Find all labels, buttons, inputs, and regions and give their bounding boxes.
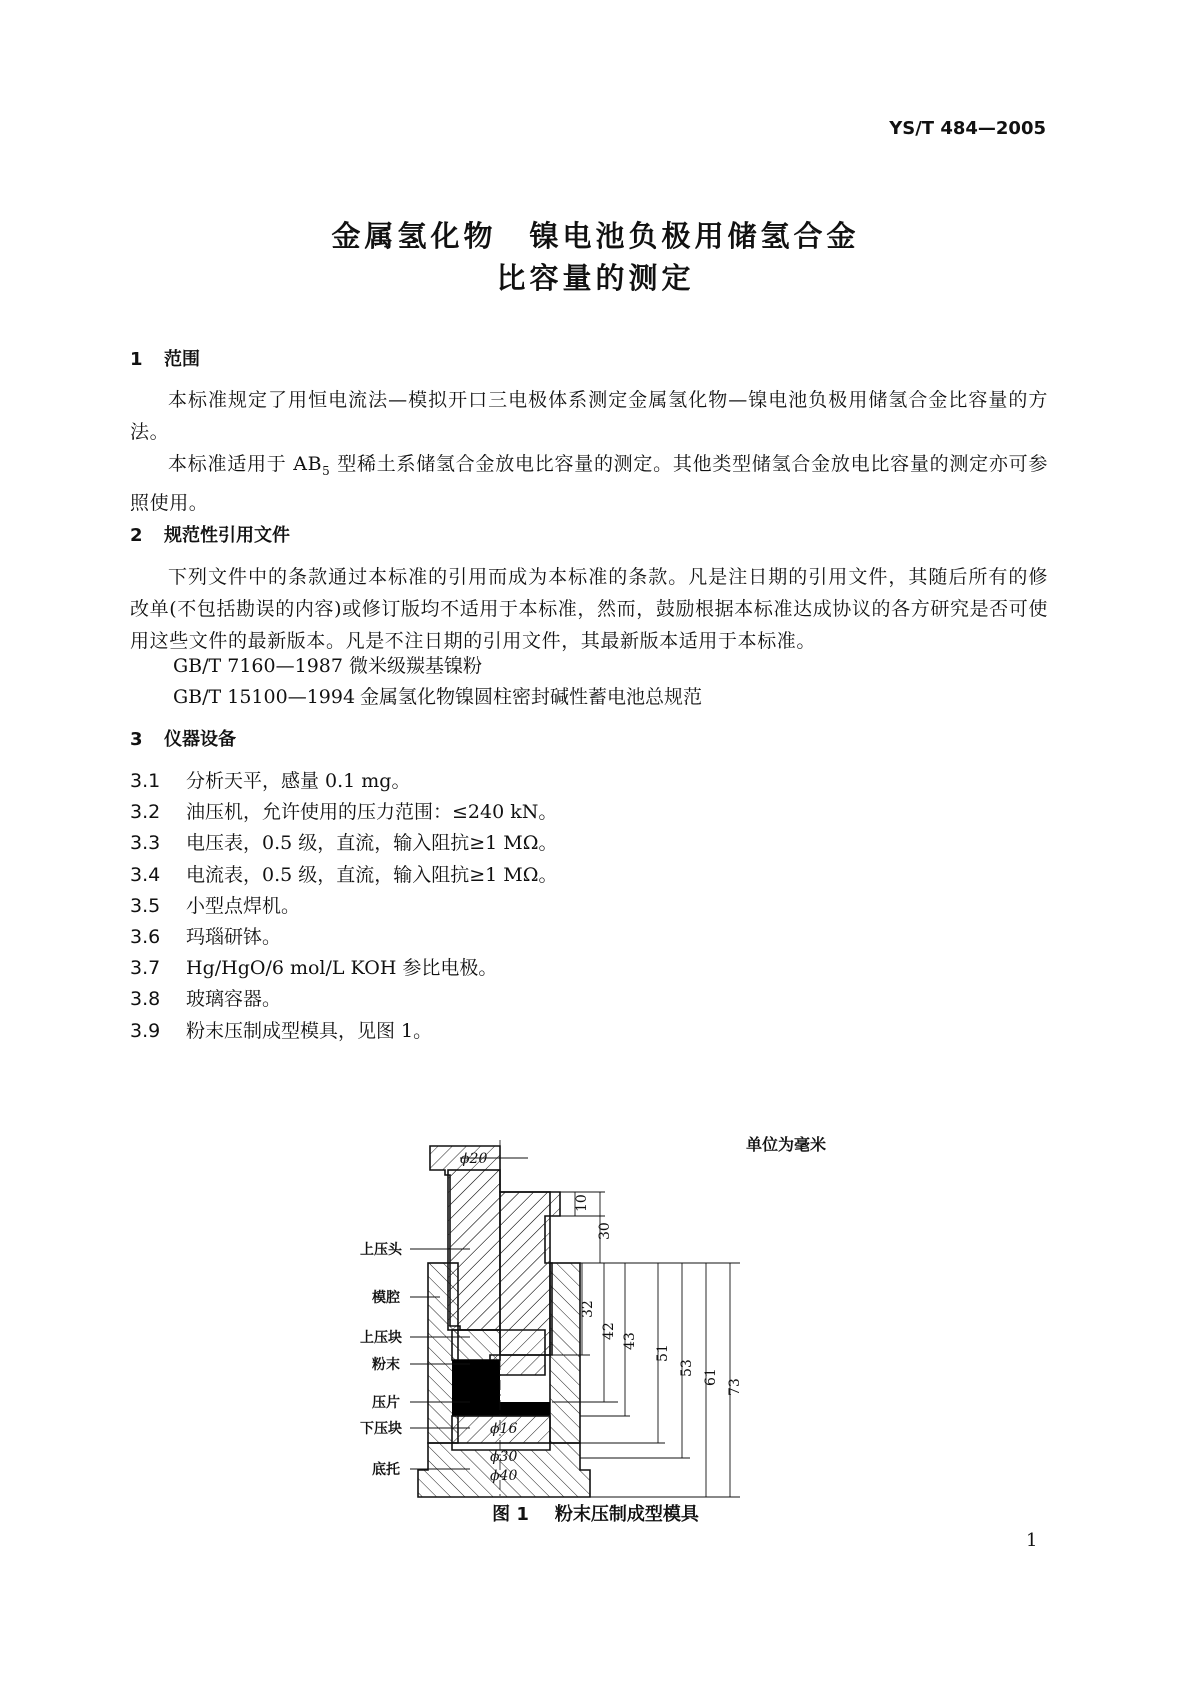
dim-51: 51	[655, 1344, 671, 1362]
page-title-line1: 金属氢化物 镍电池负极用储氢合金	[331, 219, 860, 253]
dim-10: 10	[574, 1194, 590, 1212]
label-upper-block: 上压块	[360, 1330, 402, 1346]
section-number: 1	[130, 349, 143, 370]
reference-title: 微米级羰基镍粉	[349, 655, 483, 677]
label-cavity: 模腔	[372, 1290, 400, 1306]
figure-caption	[0, 1500, 1191, 1526]
dim-phi40: ϕ40	[490, 1468, 518, 1484]
paragraph: 本标准规定了用恒电流法—模拟开口三电极体系测定金属氢化物—镍电池负极用储氢合金比容量的方法。	[130, 389, 1048, 443]
item-text: 电压表，0.5 级，直流，输入阻抗≥1 MΩ。	[186, 832, 558, 854]
upper-press-block	[452, 1330, 500, 1360]
text-run: 本标准适用于 AB	[168, 453, 323, 475]
page-title-line2: 比容量的测定	[496, 261, 695, 295]
item-number: 3.4	[130, 864, 161, 886]
item-number: 3.6	[130, 926, 161, 948]
paragraph: 下列文件中的条款通过本标准的引用而成为本标准的条款。凡是注日期的引用文件，其随后所有的修改单(不包括勘误的内容)或修订版均不适用于本标准，然而，鼓励根据本标准达成协议的各方研究是否可使用这些文件的最新版本。凡是不注日期的引用文件，其最新版本适用于本标准。	[130, 566, 1048, 652]
item-number: 3.3	[130, 832, 161, 854]
reference-code: GB/T 7160—1987	[173, 655, 343, 677]
dim-61: 61	[703, 1368, 719, 1386]
page-number: 1	[1026, 1530, 1038, 1551]
dimension-lines	[575, 1192, 706, 1497]
dim-phi20: ϕ20	[460, 1151, 488, 1167]
label-base: 底托	[372, 1462, 400, 1478]
item-text: Hg/HgO/6 mol/L KOH 参比电极。	[186, 957, 498, 979]
reference-title: 金属氢化物镍圆柱密封碱性蓄电池总规范	[360, 686, 703, 708]
section-number: 2	[130, 525, 143, 546]
item-text: 粉末压制成型模具，见图 1。	[186, 1020, 433, 1042]
figure-title: 粉末压制成型模具	[554, 1504, 699, 1525]
unit-note: 单位为毫米	[746, 1135, 827, 1154]
label-lower-block: 下压块	[360, 1421, 402, 1437]
section-title: 范围	[164, 349, 200, 370]
dim-30: 30	[597, 1222, 613, 1240]
dim-73: 73	[727, 1378, 743, 1396]
text-run: 型稀土系储氢合金放电比容量的测定。其他类型储氢合金放电比容量的测定亦可参照使用。	[130, 453, 1049, 514]
section-title: 规范性引用文件	[164, 525, 290, 546]
item-text: 玻璃容器。	[186, 988, 282, 1010]
dim-53: 53	[679, 1359, 695, 1377]
dim-phi16: ϕ16	[490, 1421, 518, 1437]
item-text: 电流表，0.5 级，直流，输入阻抗≥1 MΩ。	[186, 864, 558, 886]
upper-press-head-stem	[448, 1170, 500, 1330]
reference-code: GB/T 15100—1994	[173, 686, 356, 708]
upper-press-head-body	[500, 1192, 550, 1355]
item-text: 油压机，允许使用的压力范围：≤240 kN。	[186, 801, 558, 823]
item-number: 3.7	[130, 957, 161, 979]
dim-42: 42	[601, 1322, 617, 1340]
standard-number: YS/T 484—2005	[889, 118, 1046, 139]
item-number: 3.8	[130, 988, 161, 1010]
label-powder: 粉末	[372, 1357, 400, 1373]
item-number: 3.5	[130, 895, 161, 917]
dim-43: 43	[622, 1332, 638, 1350]
item-text: 分析天平，感量 0.1 mg。	[186, 770, 411, 792]
item-text: 小型点焊机。	[186, 895, 301, 917]
dim-32: 32	[580, 1300, 596, 1318]
figure-label: 图 1	[492, 1504, 529, 1525]
item-number: 3.1	[130, 770, 161, 792]
dim-phi30: ϕ30	[490, 1449, 518, 1465]
label-upper-head: 上压头	[360, 1242, 402, 1258]
item-number: 3.2	[130, 801, 161, 823]
label-tablet: 压片	[372, 1395, 400, 1411]
item-text: 玛瑙研钵。	[186, 926, 282, 948]
subscript: 5	[322, 463, 331, 478]
section-number: 3	[130, 729, 143, 750]
item-number: 3.9	[130, 1020, 161, 1042]
section-title: 仪器设备	[164, 729, 236, 750]
